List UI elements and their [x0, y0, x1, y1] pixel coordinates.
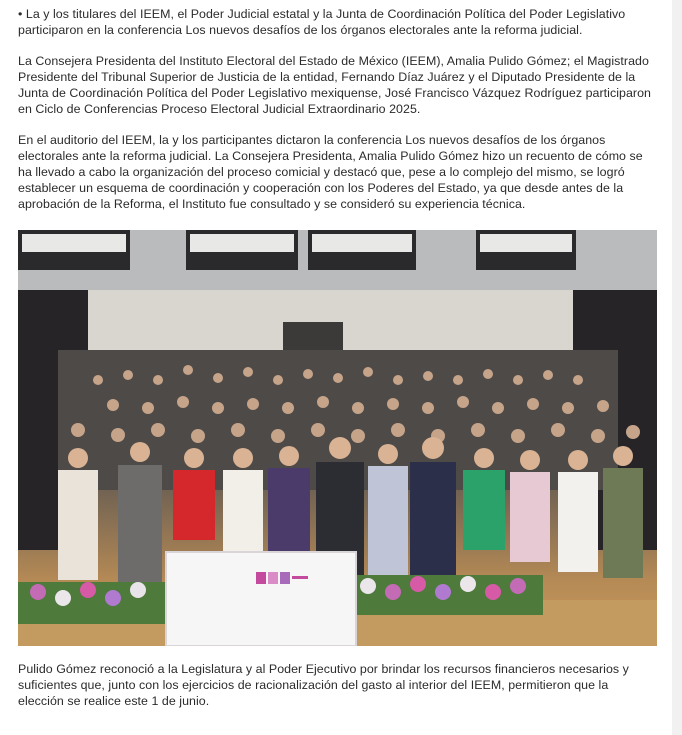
page-gutter — [672, 0, 682, 735]
group-photo-illustration — [18, 230, 657, 646]
article-paragraph-2: En el auditorio del IEEM, la y los participantes dictaron la conferencia Los nuevos desafíos de los órganos electorales ante la reforma judicial. La Consejera Presidenta, Amalia Pulido Gómez hizo un recuento de cómo se ha llevado a cabo la organización del proceso comicial y destacó que, pese a lo complejo del mismo, se logró establecer un esquema de coordinación y cooperación con los Poderes del Estado, ya que desde antes de la aprobación de la Reforma, el Instituto fue consultado y se consideró su experiencia técnica. — [18, 133, 643, 211]
article-paragraph-1: La Consejera Presidenta del Instituto Electoral del Estado de México (IEEM), Amalia Pulido Gómez; el Magistrado Presidente del Tribunal Superior de Justicia de la entidad, Fernando Díaz Juárez y el Diputado Presidente de la Junta de Coordinación Política del Poder Legislativo mexiquense, José Francisco Vázquez Rodríguez participaron en Ciclo de Conferencias Proceso Electoral Judicial Extraordinario 2025. — [18, 54, 651, 116]
article-bullet: • La y los titulares del IEEM, el Poder Judicial estatal y la Junta de Coordinación Política del Poder Legislativo participaron en la conferencia Los nuevos desafíos de los órganos electorales ante la reforma judicial. — [18, 7, 626, 37]
article-paragraph-3: Pulido Gómez reconoció a la Legislatura y al Poder Ejecutivo por brindar los recursos financieros necesarios y suficientes que, junto con los ejercicios de racionalización del gasto al interior del IEEM, permitieron que la elección se realice este 1 de junio. — [18, 662, 629, 708]
group-photo — [18, 230, 657, 646]
